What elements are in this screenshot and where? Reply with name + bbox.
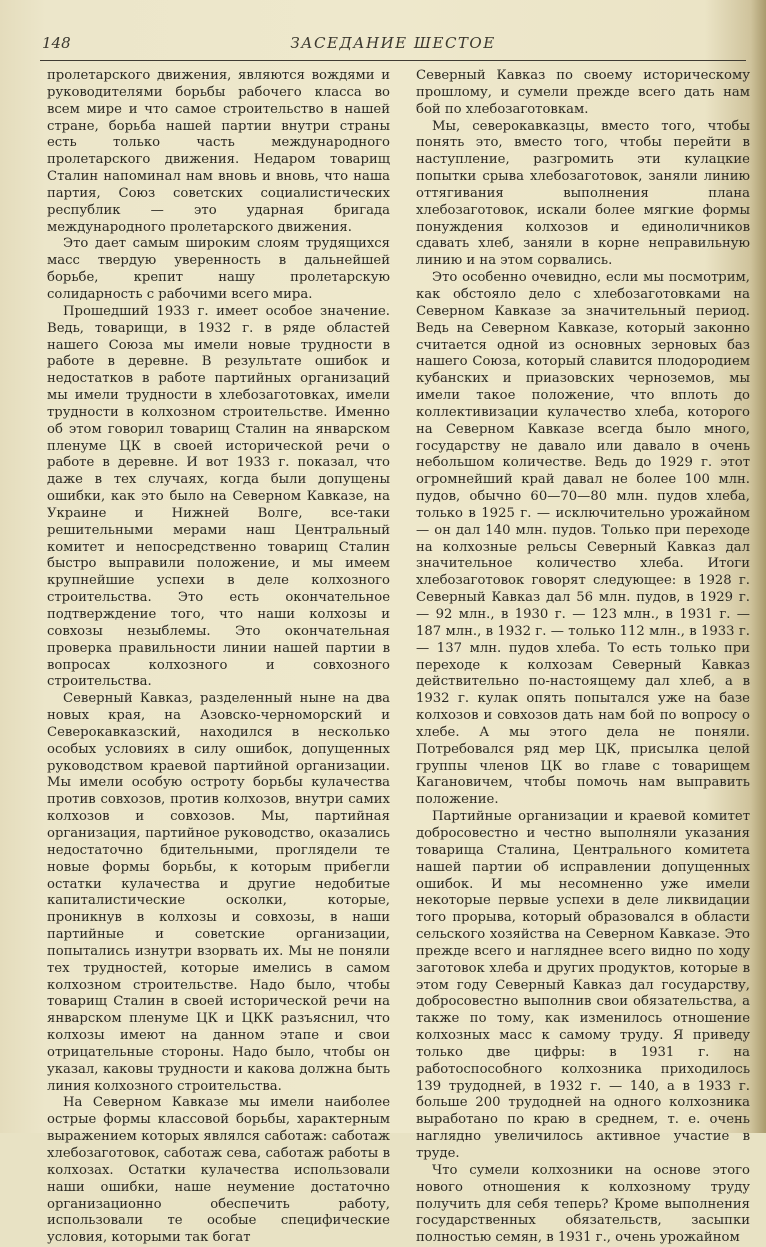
page-header [40,30,746,58]
right-column [416,68,750,1247]
paragraph: На Северном Кавказе мы имели наиболее острые формы классовой борьбы, характерным выражением которых являлся саботаж: саботаж хлебозаготовок, саботаж сева, саботаж работы в колхозах. Остатки кулачества использовали наши ошибки, наше неумение достаточно организационно обеспечить работу, использовали те особые специфические условия, которыми так богат [47,1095,390,1246]
paragraph: Прошедший 1933 г. имеет особое значение. Ведь, товарищи, в 1932 г. в ряде областей нашего Союза мы имели новые трудности в работе в деревне. В результате ошибок и недостатков в работе партийных организаций мы имели трудности в хлебозаготовках, имели трудности в колхозном строительстве. Именно об этом говорил товарищ Сталин на январском пленуме ЦК в своей исторической речи о работе в деревне. И вот 1933 г. показал, что даже в тех случаях, когда были допущены ошибки, как это было на Северном Кавказе, на Украине и Нижней Волге, все-таки решительными мерами наш Центральный комитет и непосредственно товарищ Сталин быстро выправили положение, и мы имеем крупнейшие успехи в деле колхозного строительства. Это есть окончательное подтверждение того, что наши колхозы и совхозы незыблемы. Это окончательная проверка правильности линии нашей партии в вопросах колхозного и совхозного строительства. [47,303,390,690]
paragraph: Мы, северокавказцы, вместо того, чтобы понять это, вместо того, чтобы перейти в наступление, разгромить эти кулацкие попытки срыва хлебозаготовок, заняли линию оттягивания выполнения плана хлебозаготовок, искали более мягкие формы понуждения колхозов и единоличников сдавать хлеб, заняли в корне неправильную линию и на этом сорвались. [416,118,750,269]
paragraph: Это особенно очевидно, если мы посмотрим, как обстояло дело с хлебозаготовками на Северном Кавказе за значительный период. Ведь на Северном Кавказе, который законно считается одной из основных зерновых баз нашего Союза, который славится плодородием кубанских и приазовских черноземов, мы имели такое положение, что вплоть до коллективизации кулачество хлеба, которого на Северном Кавказе всегда было много, государству не давало или давало в очень небольшом количестве. Ведь до 1929 г. этот огромнейший край давал не более 100 млн. пудов, обычно 60—70—80 млн. пудов хлеба, только в 1925 г. — исключительно урожайном — он дал 140 млн. пудов. Только при переходе на колхозные рельсы Северный Кавказ дал значительное количество хлеба. Итоги хлебозаготовок говорят следующее: в 1928 г. Северный Кавказ дал 56 млн. пудов, в 1929 г. — 92 млн., в 1930 г. — 123 млн., в 1931 г. — 187 млн., в 1932 г. — только 112 млн., в 1933 г. — 137 млн. пудов хлеба. То есть только при переходе к колхозам Северный Кавказ действительно по-настоящему дал хлеб, а в 1932 г. кулак опять попытался уже на базе колхозов и совхозов дать нам бой по вопросу о хлебе. А мы этого дела не поняли. Потребовался ряд мер ЦК, присылка целой группы членов ЦК во главе с товарищем Кагановичем, чтобы помочь нам выправить положение. [416,270,750,808]
paragraph: Северный Кавказ, разделенный ныне на два новых края, на Азовско-черноморский и Северокавказский, находился в несколько особых условиях в силу ошибок, допущенных руководством краевой партийной организации. Мы имели особую остроту борьбы кулачества против совхозов, против колхозов, внутри самих колхозов и совхозов. Мы, партийная организация, партийное руководство, оказались недостаточно бдительными, проглядели те новые формы борьбы, к которым прибегли остатки кулачества и другие недобитые капиталистические осколки, которые, проникнув в колхозы и совхозы, в наши партийные и советские организации, попытались изнутри взорвать их. Мы не поняли тех трудностей, которые имелись в самом колхозном строительстве. Надо было, чтобы товарищ Сталин в своей исторической речи на январском пленуме ЦК и ЦКК разъяснил, что колхозы имеют на данном этапе и свои отрицательные стороны. Надо было, чтобы он указал, каковы трудности и какова должна быть линия колхозного строительства. [47,691,390,1094]
paragraph: Партийные организации и краевой комитет добросовестно и честно выполняли указания товарища Сталина, Центрального комитета нашей партии об исправлении допущенных ошибок. И мы несомненно уже имели некоторые первые успехи в деле ликвидации того прорыва, который образовался в области сельского хозяйства на Северном Кавказе. Это прежде всего и нагляднее всего видно по ходу заготовок хлеба и других продуктов, которые в этом году Северный Кавказ дал государству, добросовестно выполнив свои обязательства, а также по тому, как изменилось отношение колхозных масс к самому труду. Я приведу только две цифры: в 1931 г. на работоспособного колхозника приходилось 139 трудодней, в 1932 г. — 140, а в 1933 г. больше 200 трудодней на одного колхозника выработано по краю в среднем, т. е. очень наглядно увеличилось активное участие в труде. [416,809,750,1161]
paragraph: Это дает самым широким слоям трудящихся масс твердую уверенность в дальнейшей борьбе, крепит нашу пролетарскую солидарность с рабочими всего мира. [47,236,390,302]
paragraph: пролетарского движения, являются вождями и руководителями борьбы рабочего класса во всем мире и что самое строительство в нашей стране, борьба нашей партии внутри страны есть только часть международного пролетарского движения. Недаром товарищ Сталин напоминал нам вновь и вновь, что наша партия, Союз советских социалистических республик — это ударная бригада международного пролетарского движения. [47,68,390,235]
paragraph: Что сумели колхозники на основе этого нового отношения к колхозному труду получить для себя теперь? Кроме выполнения государственных обязательств, засыпки полностью семян, в 1931 г., очень урожайном [416,1162,750,1246]
header-rule [40,60,746,61]
left-column [47,68,390,1247]
running-title: ЗАСЕДАНИЕ ШЕСТОЕ [290,34,496,52]
page-number: 148 [42,34,71,52]
paragraph: Северный Кавказ по своему историческому прошлому, и сумели прежде всего дать нам бой по хлебозаготовкам. [416,68,750,117]
